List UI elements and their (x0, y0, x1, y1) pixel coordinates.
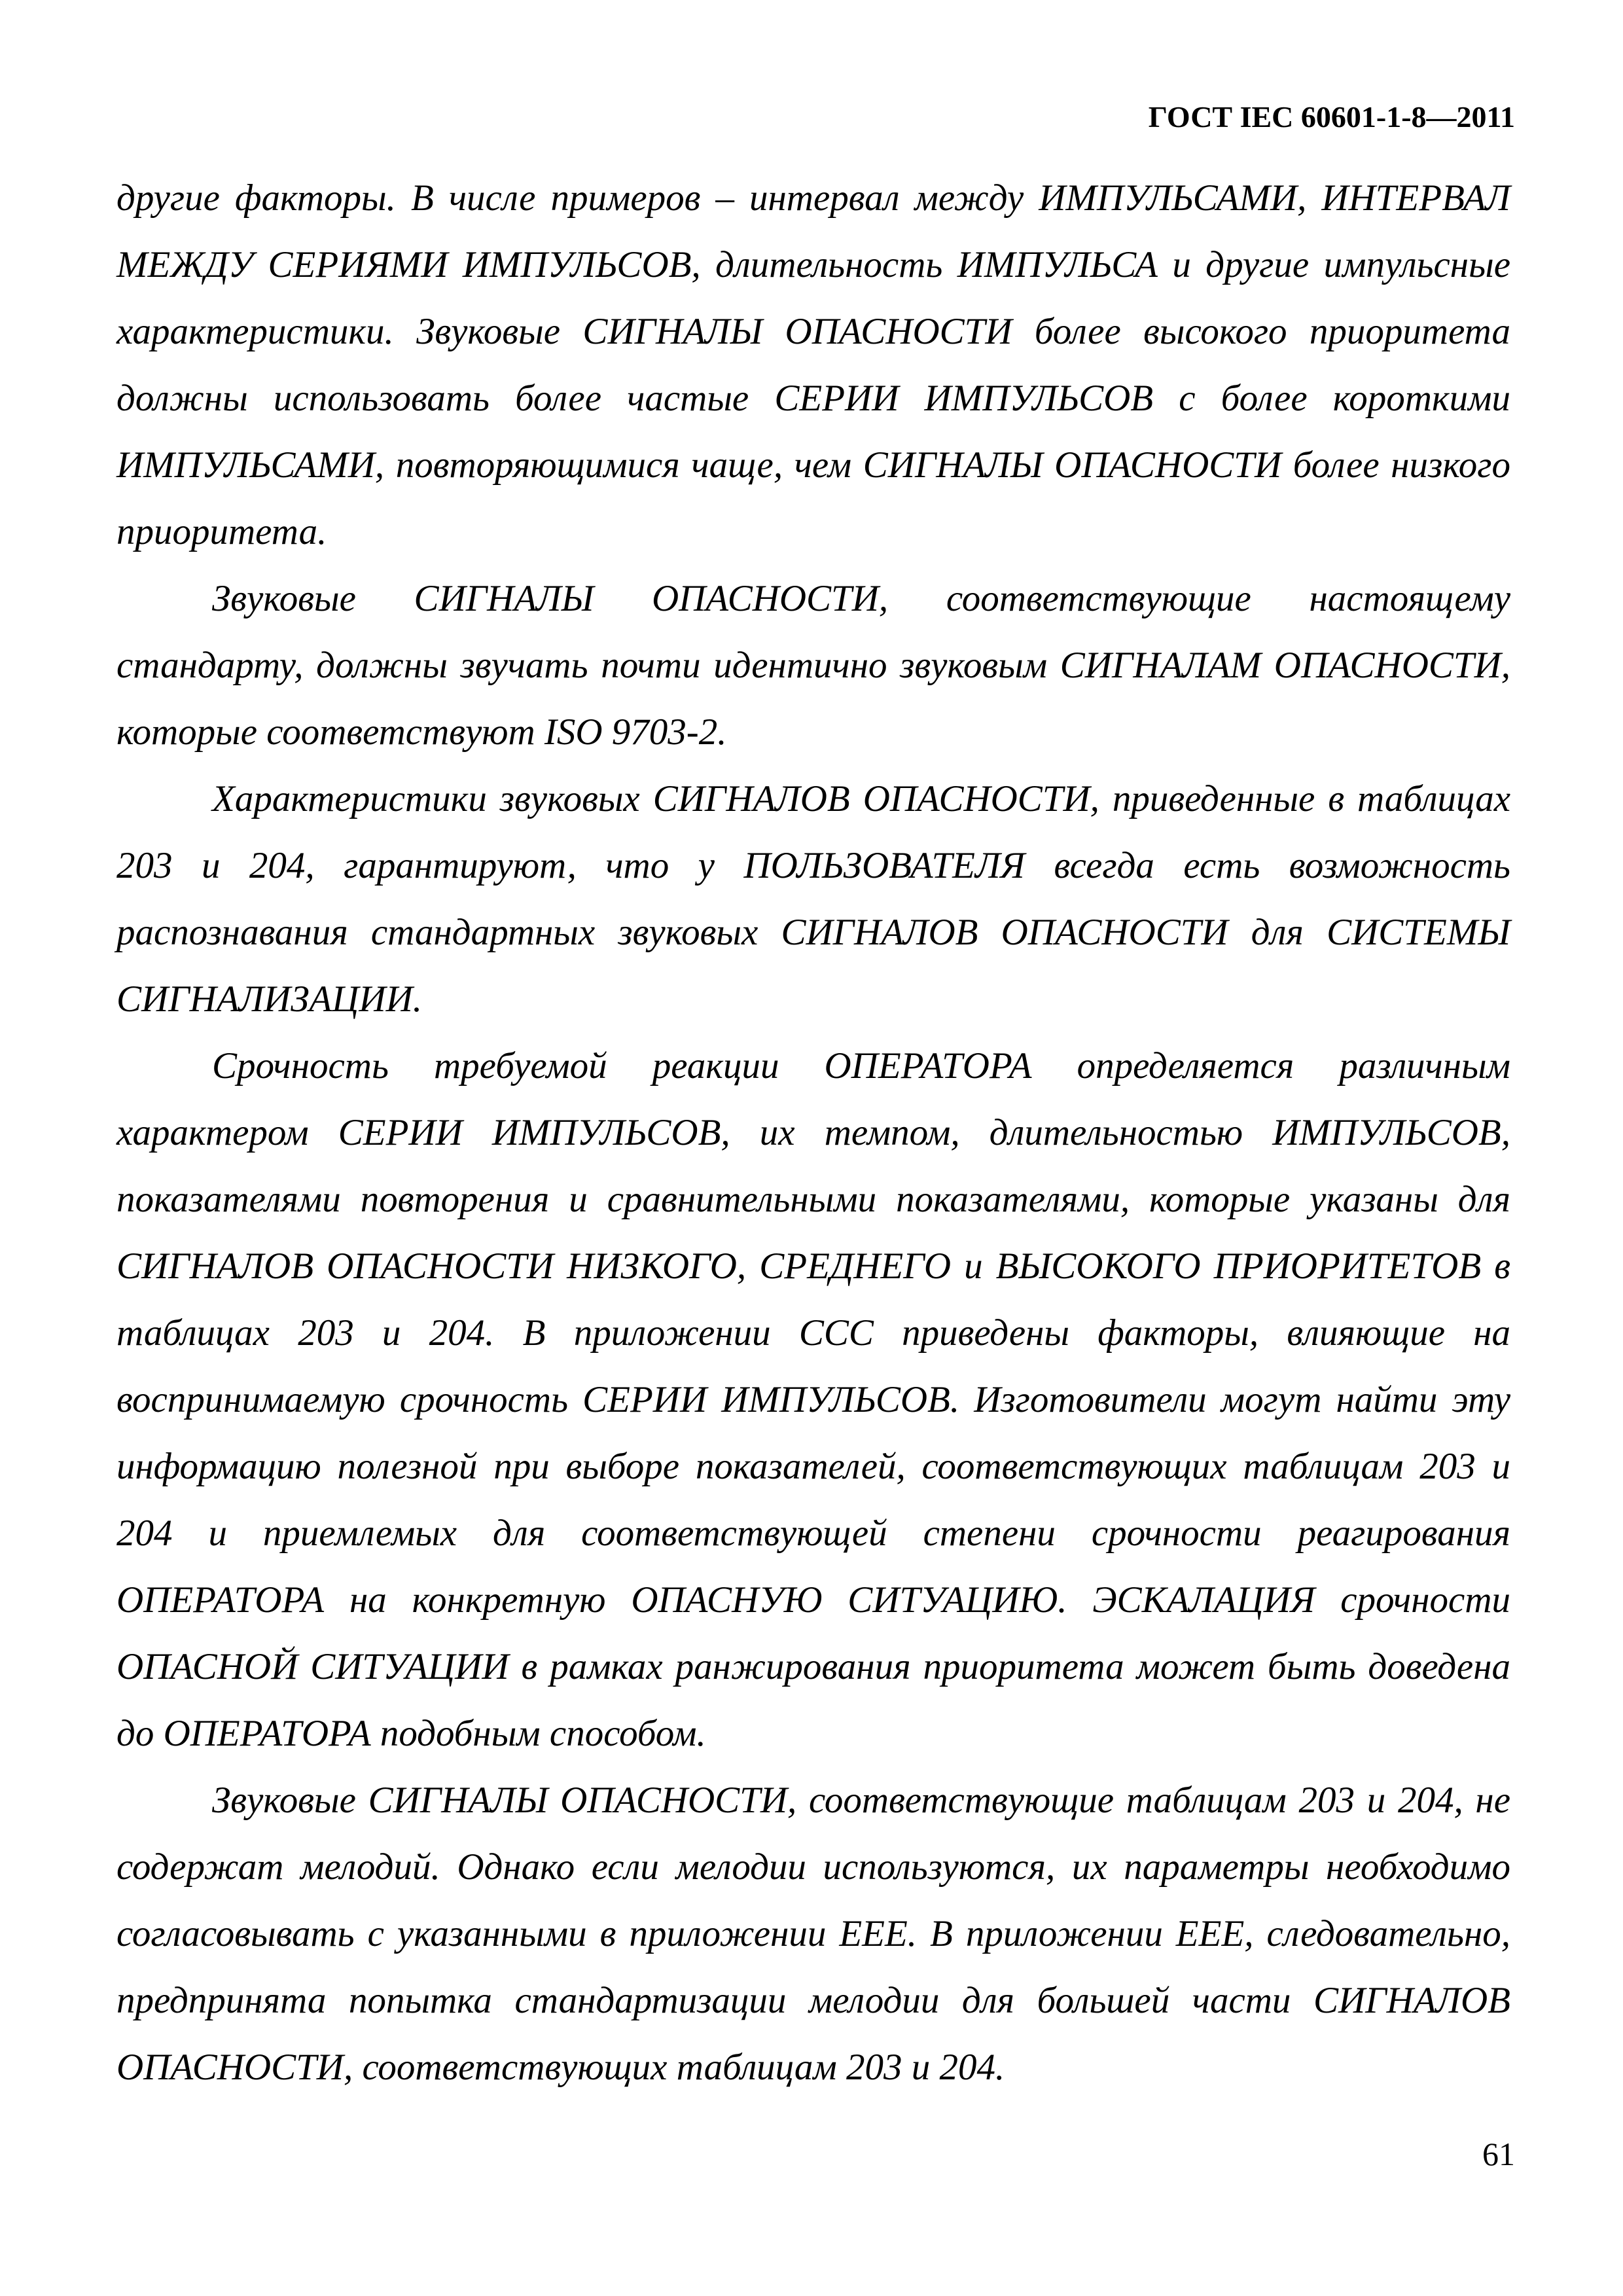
paragraph: Срочность требуемой реакции ОПЕРАТОРА определяется различным характером СЕРИИ ИМПУЛЬСОВ, их темпом, длительностью ИМПУЛЬСОВ, показателями повторения и сравнительными показателями, которые указаны для СИГНАЛОВ ОПАСНОСТИ НИЗКОГО, СРЕДНЕГО и ВЫСОКОГО ПРИОРИТЕТОВ в таблицах 203 и 204. В приложении ССС приведены факторы, влияющие на воспринимаемую срочность СЕРИИ ИМПУЛЬСОВ. Изготовители могут найти эту информацию полезной при выборе показателей, соответствующих таблицам 203 и 204 и приемлемых для соответствующей степени срочности реагирования ОПЕРАТОРА на конкретную ОПАСНУЮ СИТУАЦИЮ. ЭСКАЛАЦИЯ срочности ОПАСНОЙ СИТУАЦИИ в рамках ранжирования приоритета может быть доведена до ОПЕРАТОРА подобным способом. (116, 1045, 1510, 1754)
page-number: 61 (1482, 2136, 1515, 2172)
paragraph: Характеристики звуковых СИГНАЛОВ ОПАСНОСТИ, приведенные в таблицах 203 и 204, гарантируют, что у ПОЛЬЗОВАТЕЛЯ всегда есть возможность распознавания стандартных звуковых СИГНАЛОВ ОПАСНОСТИ для СИСТЕМЫ СИГНАЛИЗАЦИИ. (116, 778, 1510, 1020)
paragraph: Звуковые СИГНАЛЫ ОПАСНОСТИ, соответствующие таблицам 203 и 204, не содержат мелодий. Однако если мелодии используются, их параметры необходимо согласовывать с указанными в приложении ЕЕЕ. В приложении ЕЕЕ, следовательно, предпринята попытка стандартизации мелодии для большей части СИГНАЛОВ ОПАСНОСТИ, соответствующих таблицам 203 и 204. (116, 1780, 1510, 2088)
paragraph-continuation: другие факторы. В числе примеров – интервал между ИМПУЛЬСАМИ, ИНТЕРВАЛ МЕЖДУ СЕРИЯМИ ИМПУЛЬСОВ, длительность ИМПУЛЬСА и другие импульсные характеристики. Звуковые СИГНАЛЫ ОПАСНОСТИ более высокого приоритета должны использовать более частые СЕРИИ ИМПУЛЬСОВ с более короткими ИМПУЛЬСАМИ, повторяющимися чаще, чем СИГНАЛЫ ОПАСНОСТИ более низкого приоритета. (116, 177, 1510, 552)
document-code-header: ГОСТ IEC 60601-1-8—2011 (1148, 100, 1515, 134)
paragraph: Звуковые СИГНАЛЫ ОПАСНОСТИ, соответствующие настоящему стандарту, должны звучать почти идентично звуковым СИГНАЛАМ ОПАСНОСТИ, которые соответствуют ISO 9703-2. (116, 578, 1510, 753)
body-text (116, 165, 1510, 2101)
